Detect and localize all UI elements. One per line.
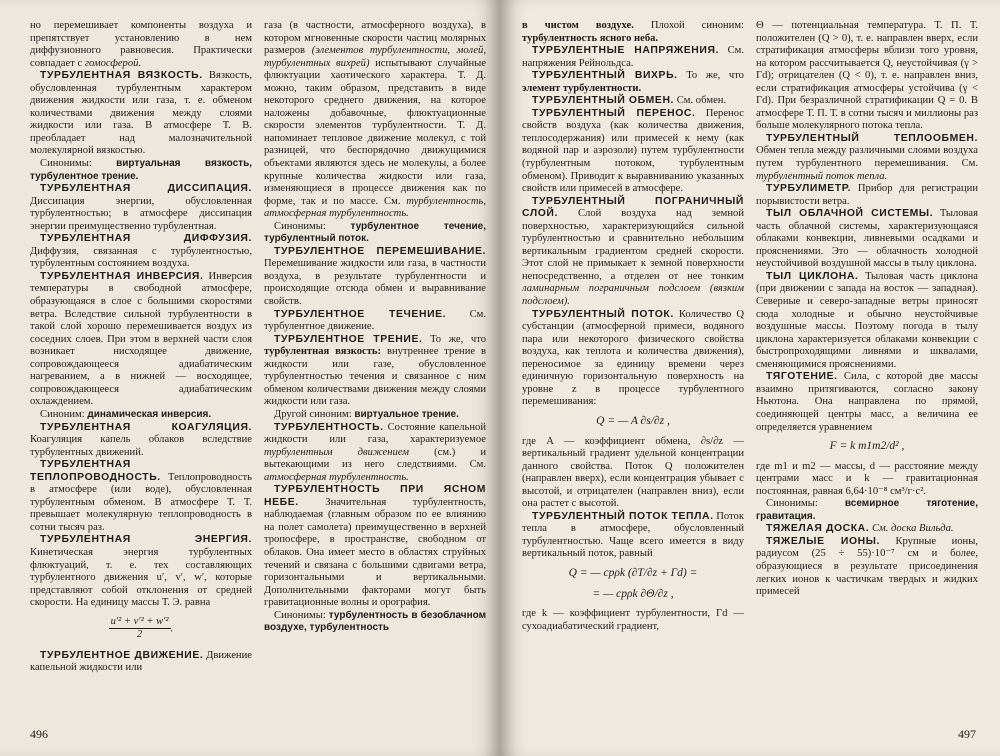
entry-heavy-ions: ТЯЖЕЛЫЕ ИОНЫ. Крупные ионы, радиусом (25 ÷ 55)·10⁻⁷ см и более, образующиеся в результате присоединения легких ионов к частичкам твердых и жидких примесей: [756, 535, 978, 598]
entry-continuation: в чистом воздухе. Плохой синоним: турбулентность ясного неба.: [522, 20, 744, 44]
entry-heavy-board: ТЯЖЕЛАЯ ДОСКА. См. доска Вильда.: [766, 523, 954, 535]
headword: ТЯЖЕЛЫЕ ИОНЫ.: [766, 535, 880, 547]
heat-flux-formula-1: Q = — cpρk (∂T/∂z + Γd) =: [568, 566, 698, 579]
headword: ТУРБУЛЕНТНАЯ ДИССИПАЦИЯ.: [40, 183, 252, 195]
headword: ТУРБУЛЕНТНОЕ ДВИЖЕНИЕ.: [40, 649, 204, 661]
entry-boundary-layer: ТУРБУЛЕНТНЫЙ ПОГРАНИЧНЫЙ СЛОЙ. Слой воздуха над земной поверхностью, характеризующийся сильной турбулентностью и сравнительно небольшим вертикальным градиентом средней скорости. Этот слой не примыкает к земной поверхности непосредственно, а отделен от нее тонким ламинарным пограничным подслоем (вязким подслоем).: [522, 195, 744, 308]
headword: ТУРБУЛЕНТНЫЙ ПОГРАНИЧНЫЙ СЛОЙ.: [522, 195, 744, 220]
right-page: [500, 0, 1000, 756]
entry-turbulent-diffusion: ТУРБУЛЕНТНАЯ ДИФФУЗИЯ. Диффузия, связанная с турбулентностью, турбулентным состоянием воздуха.: [30, 233, 252, 270]
headword: ТУРБУЛЕНТНАЯ ЭНЕРГИЯ.: [40, 534, 252, 546]
entry-turbulimeter: ТУРБУЛИМЕТР. Прибор для регистрации порывистости ветра.: [756, 183, 978, 207]
entry-clear-air-turbulence: ТУРБУЛЕНТНОСТЬ ПРИ ЯСНОМ НЕБЕ. Значительная турбулентность, наблюдаемая (главным образом по ее влиянию на полет самолета) преимущественно в верхней тропосфере, в пространстве, свободном от облаков. Она имеет место в областях струйных течений и связана с большими сдвигами ветра, горизонтальными и вертикальными. Дополнительными факторами могут быть гравитационные волны и орография.: [264, 484, 486, 609]
headword: ТУРБУЛЕНТНАЯ ИНВЕРСИЯ.: [40, 270, 204, 282]
entry-heat-flux: ТУРБУЛЕНТНЫЙ ПОТОК ТЕПЛА. Поток тепла в атмосфере, обусловленный турбулентностью. Чаще всего имеется в виду вертикальный поток, равный: [522, 510, 744, 560]
entry-turbulent-friction: ТУРБУЛЕНТНОЕ ТРЕНИЕ. То же, что турбулентная вязкость: внутреннее трение в жидкости или газе, обусловленное турбулентностью течения и связанное с ним обменом количествами движения между слоями жидкости или газа.: [264, 333, 486, 408]
headword: ТЯЖЕЛАЯ ДОСКА.: [766, 523, 870, 535]
entry-continuation: газа (в частности, атмосферного воздуха), в котором мгновенные скорости частиц молярных размеров (элементов турбулентности, молей, турбулентных вихрей) испытывают случайные флюктуации хаотического характера. Т. Д. можно, таким образом, представить в виде некоторого среднего движения, на которое наложены добавочные, флюктуационные скорости элементов турбулентности. Т. Д. напоминает тепловое движение молекул, с той разницей, что беспорядочно движущимися объектами являются здесь не молекулы, а более крупные количества жидкости или газа, изменяющиеся в процессе движения как по форме, так и по массе. См. турбулентность, атмосферная турбулентность.: [264, 20, 486, 220]
entry-turbulent-conductivity: ТУРБУЛЕНТНАЯ ТЕПЛОПРОВОДНОСТЬ. Теплопроводность в атмосфере (или воде), обусловленная турбулентным обменом. В атмосфере Т. Т. превышает молекулярную теплопроводность в сотни тысяч раз.: [30, 459, 252, 533]
headword: ТУРБУЛЕНТНЫЙ ПЕРЕНОС.: [532, 107, 696, 119]
formula-explanation: где k — коэффициент турбулентности, Γd — сухоадиабатический градиент,: [522, 608, 744, 632]
headword: ТУРБУЛЕНТНОСТЬ ПРИ ЯСНОМ НЕБЕ.: [264, 484, 486, 508]
headword: ТУРБУЛЕНТНОСТЬ.: [274, 421, 384, 433]
entry-continuation: но перемешивает компоненты воздуха и препятствует установлению в нем диффузионного равновесия. Практически совпадает с гомосферой.: [30, 20, 252, 69]
synonyms: Синонимы: виртуальная вязкость, турбулентное трение.: [30, 158, 252, 182]
entry-turbulent-coagulation: ТУРБУЛЕНТНАЯ КОАГУЛЯЦИЯ. Коагуляция капель облаков вследствие турбулентных движений.: [30, 421, 252, 458]
gravitation-formula: F = k m1m2/d² ,: [829, 440, 905, 453]
headword: ТУРБУЛЕНТНЫЙ ПОТОК.: [532, 308, 674, 320]
entry-turbulent-inversion: ТУРБУЛЕНТНАЯ ИНВЕРСИЯ. Инверсия температуры в свободной атмосфере, образующаяся в слое с большими скоростями ветра. Вследствие сильной турбулентности в такой слой хорошо перемешивается воздух из соседних слоев. При этом в верхней части слоя возникает нисходящее движение, сопровождающееся адиабатическим нагреванием, а в нижней — восходящее, сопровождающееся адиабатическим охлаждением.: [30, 270, 252, 408]
entry-turbulent-stresses: ТУРБУЛЕНТНЫЕ НАПРЯЖЕНИЯ. См. напряжения Рейнольдса.: [522, 45, 744, 69]
entry-turbulent-heat-exchange: ТУРБУЛЕНТНЫЙ ТЕПЛООБМЕН. Обмен тепла между различными слоями воздуха путем турбулентного перемешивания. См. турбулентный поток тепла.: [756, 132, 978, 182]
headword: ТУРБУЛЕНТНАЯ ДИФФУЗИЯ.: [40, 233, 252, 245]
entry-turbulent-flow: ТУРБУЛЕНТНОЕ ТЕЧЕНИЕ. См. турбулентное движение.: [264, 308, 486, 333]
headword: ТЯГОТЕНИЕ.: [766, 371, 838, 383]
headword: ТУРБУЛЕНТНОЕ ТРЕНИЕ.: [274, 333, 423, 345]
headword: ТУРБУЛИМЕТР.: [766, 183, 852, 195]
formula-explanation: где m1 и m2 — массы, d — расстояние между центрами масс и k — гравитационная постоянная, равная 6,64·10⁻⁸ см³/г·с².: [756, 460, 978, 497]
left-column-1: [30, 20, 252, 720]
headword: ТУРБУЛЕНТНЫЕ НАПРЯЖЕНИЯ.: [532, 45, 720, 57]
right-column-2: [756, 20, 978, 720]
headword: ТУРБУЛЕНТНЫЙ ВИХРЬ.: [532, 70, 678, 82]
entry-continuation: Θ — потенциальная температура. Т. П. Т. положителен (Q > 0), т. е. направлен вверх, если стратификация атмосферы вблизи того уровня, на котором рассчитывается Q, неустойчивая (γ > Γd); отрицателен (Q < 0), т. е. направлен вниз, если стратификация атмосферы устойчива (γ < Γd). При безразличной стратификации Q = 0. В атмосфере Т. П. Т. в сотни тысяч и миллионы раз больше молекулярного потока тепла.: [756, 20, 978, 132]
left-column-2: [264, 20, 486, 720]
flux-formula: Q = — A ∂s/∂z ,: [596, 414, 670, 427]
entry-turbulent-motion: ТУРБУЛЕНТНОЕ ДВИЖЕНИЕ. Движение капельной жидкости или: [30, 649, 252, 674]
headword: ТЫЛ ОБЛАЧНОЙ СИСТЕМЫ.: [766, 208, 934, 220]
headword: ТУРБУЛЕНТНАЯ ВЯЗКОСТЬ.: [40, 70, 203, 82]
formula-explanation: где A — коэффициент обмена, ∂s/∂z — вертикальный градиент удельной концентрации данного свойства. Поток Q положителен (направлен вверх), если концентрация убывает с высотой, и отрицателен (направлен вниз), если она растет с высотой.: [522, 435, 744, 510]
headword: ТУРБУЛЕНТНАЯ КОАГУЛЯЦИЯ.: [40, 421, 252, 433]
headword: ТУРБУЛЕНТНЫЙ ТЕПЛООБМЕН.: [766, 132, 978, 144]
headword: ТУРБУЛЕНТНАЯ ТЕПЛОПРОВОДНОСТЬ.: [30, 459, 161, 483]
entry-gravitation: ТЯГОТЕНИЕ. Сила, с которой две массы взаимно притягиваются, согласно закону Ньютона. Она направлена по прямой, соединяющей центры масс, а величина ее определяется уравнением: [756, 371, 978, 433]
synonyms: Синоним: динамическая инверсия.: [40, 408, 212, 420]
entry-turbulent-exchange: ТУРБУЛЕНТНЫЙ ОБМЕН. См. обмен.: [532, 95, 727, 107]
headword: ТУРБУЛЕНТНЫЙ ПОТОК ТЕПЛА.: [532, 510, 714, 522]
entry-turbulent-energy: ТУРБУЛЕНТНАЯ ЭНЕРГИЯ. Кинетическая энергия турбулентных флюктуаций, т. е. тех составляющих турбулентного движения u′, v′, w′, которые представляют собой отклонения от средней скорости. На единицу массы Т. Э. равна: [30, 534, 252, 609]
entry-turbulent-mixing: ТУРБУЛЕНТНОЕ ПЕРЕМЕШИВАНИЕ. Перемешивание жидкости или газа, в частности воздуха, в результате турбулентности и происходящие отсюда обмен и выравнивание свойств.: [264, 245, 486, 308]
heat-flux-formula-2: = — cpρk ∂Θ/∂z ,: [592, 587, 674, 600]
entry-cyclone-rear: ТЫЛ ЦИКЛОНА. Тыловая часть циклона (при движении с запада на восток — западная). Северные и северо-западные ветры приносят сюда холодные и обычно неустойчивые воздушные массы. Поэтому погода в тылу циклона характеризуется облаками конвекции с быстропроходящими ливнями и шквалами, сменяющимися прояснениями.: [756, 270, 978, 370]
headword: ТУРБУЛЕНТНОЕ ТЕЧЕНИЕ.: [274, 308, 447, 320]
right-column-1: [522, 20, 744, 720]
entry-turbulent-viscosity: ТУРБУЛЕНТНАЯ ВЯЗКОСТЬ. Вязкость, обусловленная турбулентным характером движения жидкости или газа, т. е. обменом количествами движения между слоями жидкости или газа. В атмосфере Т. В. преобладает над малозначительной молекулярной вязкостью.: [30, 70, 252, 157]
headword: ТУРБУЛЕНТНОЕ ПЕРЕМЕШИВАНИЕ.: [274, 245, 486, 257]
synonyms: Синонимы: всемирное тяготение, гравитация.: [756, 498, 978, 522]
entry-turbulent-vortex: ТУРБУЛЕНТНЫЙ ВИХРЬ. То же, что элемент турбулентности.: [522, 70, 744, 94]
entry-cloud-system-rear: ТЫЛ ОБЛАЧНОЙ СИСТЕМЫ. Тыловая часть облачной системы, характеризующаяся облаками конвекции, ливневыми осадками и прояснениями. Это — облачность холодной неустойчивой воздушной массы в тылу циклона.: [756, 208, 978, 270]
page-number: 497: [958, 727, 976, 741]
headword: ТЫЛ ЦИКЛОНА.: [766, 270, 859, 282]
synonyms: Синонимы: турбулентное течение, турбулентный поток.: [264, 220, 486, 245]
entry-turbulent-dissipation: ТУРБУЛЕНТНАЯ ДИССИПАЦИЯ. Диссипация энергии, обусловленная турбулентностью; в атмосфере диссипация энергии преимущественно турбулентная.: [30, 183, 252, 232]
page-number: 496: [30, 727, 48, 741]
synonyms: Другой синоним: виртуальное трение.: [274, 408, 459, 420]
entry-turbulent-transfer: ТУРБУЛЕНТНЫЙ ПЕРЕНОС. Перенос свойств воздуха (как количества движения, теплосодержания) или примесей к нему (как водяной пар и аэрозоли) путем турбулентности (турбулентным потоком, турбулентным обменом). Приводит к выравниванию указанных свойств или примесей в атмосфере.: [522, 107, 744, 195]
entry-turbulence: ТУРБУЛЕНТНОСТЬ. Состояние капельной жидкости или газа, характеризуемое турбулентным движением (см.) и вытекающими из него следствиями. См. атмосферная турбулентность.: [264, 421, 486, 483]
headword: ТУРБУЛЕНТНЫЙ ОБМЕН.: [532, 95, 675, 107]
synonyms: Синонимы: турбулентность в безоблачном воздухе, турбулентность: [264, 609, 486, 634]
entry-turbulent-flux: ТУРБУЛЕНТНЫЙ ПОТОК. Количество Q субстанции (атмосферной примеси, водяного пара или некоторого физического свойства воздуха, как теплота и количества движения), переносимое за единицу времени через единичную горизонтальную поверхность на уровне z в процессе турбулентного перемешивания:: [522, 308, 744, 408]
energy-formula: $\frac{\text{u′² + v′² + w′²}}{2}$ .: [110, 615, 174, 641]
